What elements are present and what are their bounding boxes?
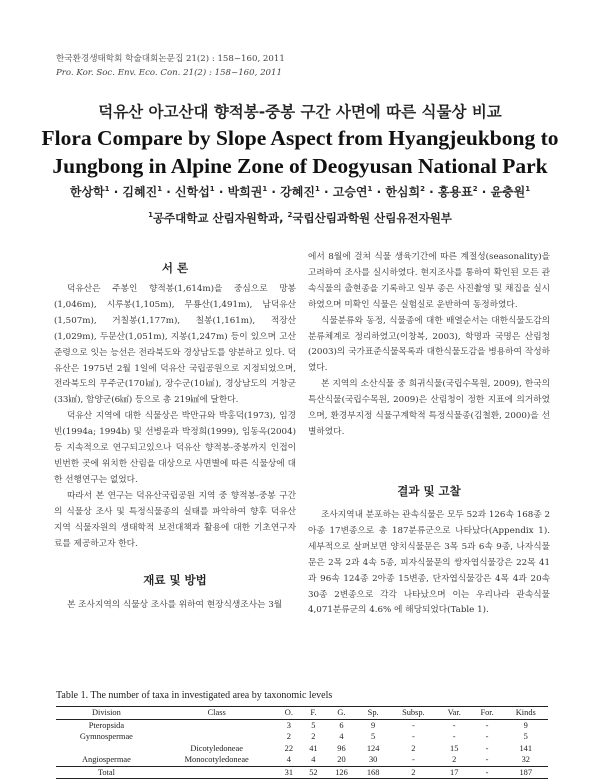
author-text: · 김혜진 [109, 185, 158, 199]
header-cell: Class [207, 708, 226, 717]
header-cell: Division [91, 708, 121, 717]
cell: 126 [335, 767, 348, 777]
author-list [0, 183, 600, 200]
cell: Monocotyledoneae [184, 755, 249, 764]
cell: Dicotyledoneae [190, 743, 243, 753]
cell: 168 [366, 767, 380, 777]
author-sup: 2 [420, 185, 425, 193]
cell: - [485, 755, 489, 764]
header-cell: Kinds [515, 708, 536, 717]
affil-text: 공주대학교 산림자원학과, [152, 211, 288, 225]
cell: 32 [521, 755, 530, 764]
cell: - [411, 755, 415, 764]
paragraph: 에서 8월에 걸쳐 식물 생육기간에 따른 계절성(seasonality)을 고려하여 조사를 실시하였다. 현지조사를 통하여 확인된 모든 관속식물의 출현종을 기록하고 일부 종은 사진촬영 및 채집을 실시하였으며 미확인 식물은 실험실로 운반하여 동정하였다. [308, 252, 550, 310]
author-sup: 1 [262, 185, 268, 193]
cell [56, 743, 157, 755]
cell [157, 766, 277, 779]
table-header-row [56, 707, 548, 720]
author-sup: 2 [472, 185, 478, 193]
cell: - [485, 743, 489, 753]
cell: 9 [371, 720, 376, 730]
author-text: 한상학 [69, 185, 105, 199]
title-korean: 덕유산 아고산대 향적봉-중봉 구간 사면에 따른 식물상 비교 [98, 103, 502, 121]
author-sup: 1 [367, 185, 373, 193]
author-text: · 고승연 [319, 185, 368, 199]
journal-ko: 한국환경생태학회 학술대회논문집 21(2) : 158~160, 2011 [56, 54, 285, 64]
cell: - [452, 720, 456, 730]
table-caption: Table 1. The number of taxa in investigated area by taxonomic levels [56, 690, 333, 701]
cell: 4 [286, 755, 291, 764]
cell: Total [97, 767, 115, 777]
author-sup: 1 [314, 185, 320, 193]
cell: 96 [337, 743, 346, 753]
affil-sup: 1 [148, 211, 153, 219]
cell: 41 [309, 743, 318, 753]
cell: 141 [519, 743, 533, 753]
table-row [56, 743, 548, 755]
paragraph: 덕유산은 주봉인 향적봉(1,614m)을 중심으로 망봉(1,046m), 시루봉(1,105m), 무룡산(1,491m), 남덕유산(1,507m), 거칠봉(1,177m), 칠봉(1,161m), 적장산(1,029m), 두문산(1,051m), 지봉(1,247m) 등이 있으며 고산준령으로 잇는 능선은 전라북도와 경상남도를 양분하고 있다. 덕유산은 1975년 2월 1일에 덕유산 국립공원으로 지정되었으며, 전라북도의 무주군(170㎢), 장수군(10㎢), 경상남도의 거창군(33㎢), 함양군(6㎢) 등으로 총 219㎢에 달한다. [54, 284, 296, 406]
cell: 124 [366, 743, 380, 753]
author-text: · 신학섭 [162, 185, 210, 199]
author-text: · 강혜진 [267, 185, 315, 199]
table-row [56, 719, 548, 731]
journal-en: Pro. Kor. Soc. Env. Eco. Con. 21(2) : 158~160, 2011 [56, 68, 282, 78]
cell: Gymnospermae [79, 732, 133, 741]
cell: - [485, 720, 489, 730]
author-sup: 1 [104, 185, 110, 193]
section-heading-intro: 서 론 [161, 261, 189, 275]
method-body [54, 598, 296, 614]
cell: Angiospermae [81, 755, 131, 764]
author-text: · 한심희 [372, 185, 421, 199]
cell [157, 719, 277, 731]
section-heading-method: 재료 및 방법 [143, 573, 207, 587]
header-cell: Subsp. [402, 708, 425, 717]
cell: - [411, 732, 415, 741]
cell: 2 [411, 743, 416, 753]
author-sup: 1 [525, 185, 531, 193]
header-cell: Var. [447, 708, 461, 717]
author-text: · 윤충원 [477, 185, 526, 199]
title-english-line-2: Jungbong in Alpine Zone of Deogyusan National Park [52, 154, 548, 178]
cell: 31 [284, 767, 294, 777]
author-text: · 홍용표 [424, 185, 473, 199]
table-total-row [56, 766, 548, 779]
result-body [308, 508, 550, 619]
cell: 52 [309, 767, 318, 777]
cell: 15 [450, 743, 459, 753]
cell: 2 [452, 755, 457, 764]
method-body-continued [308, 250, 550, 441]
author-text: · 박희권 [214, 185, 263, 199]
header-cell: Sp. [367, 708, 379, 717]
section-heading-result: 결과 및 고찰 [397, 484, 461, 498]
affil-sup: 2 [287, 211, 293, 219]
cell: 17 [450, 767, 459, 777]
table-row [56, 731, 548, 743]
header-cell: F. [310, 708, 317, 717]
cell: 2 [311, 732, 316, 741]
header-cell: For. [480, 708, 494, 717]
author-sup: 1 [157, 185, 163, 193]
journal-info [56, 52, 285, 80]
cell: 5 [311, 720, 316, 730]
cell: 2 [411, 767, 416, 777]
cell: 3 [286, 720, 291, 730]
cell [157, 731, 277, 743]
cell: 4 [311, 755, 316, 764]
cell: Pteropsida [88, 720, 125, 730]
cell: - [485, 767, 489, 777]
paragraph: 본 조사지역의 식물상 조사를 위하여 현장식생조사는 3월 [67, 600, 283, 610]
cell: - [411, 720, 415, 730]
header-cell: G. [337, 708, 346, 717]
cell: 4 [339, 732, 344, 741]
cell: 6 [339, 720, 344, 730]
cell: 22 [284, 743, 294, 753]
affiliation [0, 210, 600, 226]
paragraph: 덕유산 지역에 대한 식물상은 박만규와 박홍덕(1973), 임경빈(1994a; 1994b) 및 선병윤과 박정희(1999), 임동옥(2004) 등 지속적으로 연구되고있으나 덕유산 향적봉-중봉까지 인접이 빈번한 곳에 위치한 산림을 대상으로 사면별에 따른 식물상에 대한 선행연구는 없었다. [54, 411, 296, 485]
cell: 30 [368, 755, 378, 764]
intro-body [54, 282, 296, 552]
cell: 187 [519, 767, 533, 777]
cell: - [485, 732, 489, 741]
cell: 5 [523, 732, 528, 741]
header-cell: O. [284, 708, 293, 717]
title-english-line-1: Flora Compare by Slope Aspect from Hyangjeukbong to [41, 126, 559, 150]
paragraph: 따라서 본 연구는 덕유산국립공원 지역 중 향적봉-중봉 구간의 식물상 조사 및 특정식물종의 실태를 파악하여 향후 덕유산 지역 식물자원의 생태학적 보전대책과 활용에 대한 기초연구자료를 제공하고자 한다. [54, 490, 296, 549]
cell: 9 [523, 720, 528, 730]
cell: 2 [286, 732, 291, 741]
paragraph: 식물분류와 동정, 식물종에 대한 배열순서는 대한식물도감의 분류체계로 정리하였고(이창복, 2003), 학명과 국명은 산림청(2003)의 국가표준식물목록과 대한식물도감을 병용하여 작성하였다. [308, 315, 550, 374]
cell: 5 [371, 732, 376, 741]
cell: - [452, 732, 456, 741]
taxa-table [56, 706, 548, 779]
table-row [56, 754, 548, 766]
cell: 20 [337, 755, 346, 764]
affil-text: 국립산림과학원 산림유전자원부 [292, 211, 452, 225]
author-sup: 1 [209, 185, 215, 193]
paragraph: 본 지역의 소산식물 중 희귀식물(국립수목원, 2009), 한국의 특산식물(국립수목원, 2009)은 산림청이 정한 지표에 의거하였으며, 환경부지정 식물구계학적 특정식물종(김철환, 2000)을 선별하였다. [308, 379, 550, 437]
title-english [30, 124, 570, 180]
paragraph: 조사지역내 분포하는 관속식물은 모두 52과 126속 168종 2아종 17변종으로 총 187분류군으로 나타났다(Appendix 1). 세부적으로 살펴보면 양치식물문은 3목 5과 6속 9종, 나자식물문은 2목 2과 4속 5종, 피자식물문의 쌍자엽식물강은 22목 41과 96속 124종 2아종 15변종, 단자엽식물강은 4목 4과 20속 30종 2변종으로 각각 나타났으며 이는 우리나라 관속식물 4,071분류군의 4.6% 에 해당되었다(Table 1). [308, 510, 550, 616]
